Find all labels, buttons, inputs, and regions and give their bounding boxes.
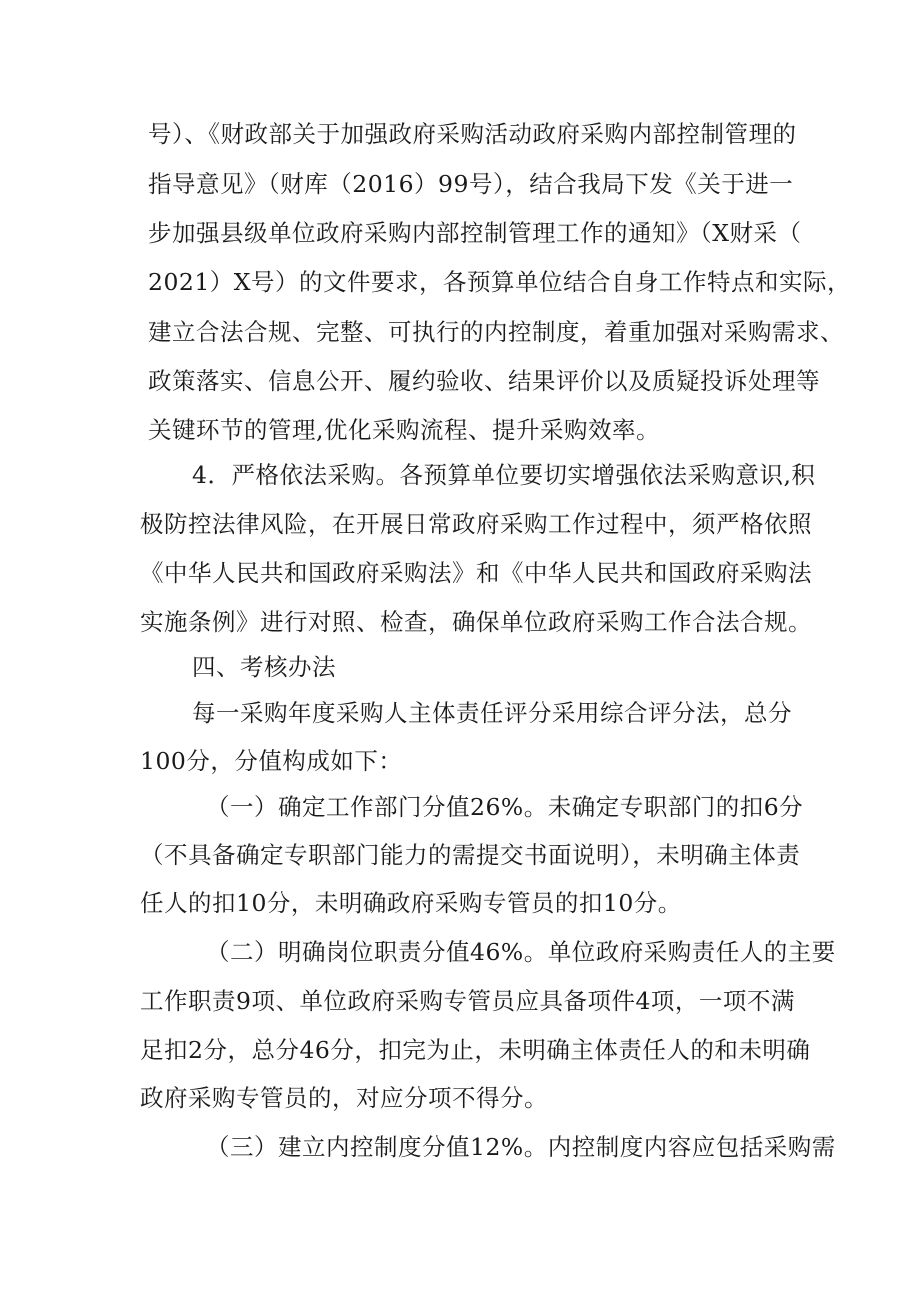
paragraph-line: 政策落实、信息公开、履约验收、结果评价以及质疑投诉处理等 [148,367,820,395]
paragraph-line: 工作职责9项、单位政府采购专管员应具备项件4项，一项不满 [140,987,795,1015]
paragraph-line: 关键环节的管理,优化采购流程、提升采购效率。 [148,416,660,444]
paragraph-line: 指导意见》（财库（2016）99号），结合我局下发《关于进一 [148,170,794,198]
paragraph-line: 政府采购专管员的，对应分项不得分。 [140,1084,548,1112]
paragraph-line: 4．严格依法采购。各预算单位要切实增强依法采购意识,积 [192,461,816,489]
paragraph-line: 步加强县级单位政府采购内部控制管理工作的通知》（X财采（ [148,219,802,247]
paragraph-line: 建立合法合规、完整、可执行的内控制度，着重加强对采购需求、 [148,318,844,346]
paragraph-line: 极防控法律风险，在开展日常政府采购工作过程中，须严格依照 [140,510,812,538]
paragraph-line: （二）明确岗位职责分值46%。单位政府采购责任人的主要 [206,938,836,966]
paragraph-line: （三）建立内控制度分值12%。内控制度内容应包括采购需 [206,1133,836,1161]
paragraph-line: 任人的扣10分，未明确政府采购专管员的扣10分。 [140,889,682,917]
paragraph-line: 100分，分值构成如下： [140,747,403,775]
paragraph-line: 2021）X号）的文件要求，各预算单位结合自身工作特点和实际， [148,268,852,296]
paragraph-line: （不具备确定专职部门能力的需提交书面说明），未明确主体责 [140,841,801,869]
paragraph-line: （一）确定工作部门分值26%。未确定专职部门的扣6分 [206,793,804,821]
paragraph-line: 每一采购年度采购人主体责任评分采用综合评分法，总分 [192,699,792,727]
section-heading: 四、考核办法 [192,653,336,681]
paragraph-line: 《中华人民共和国政府采购法》和《中华人民共和国政府采购法 [140,559,812,587]
paragraph-line: 号）、《财政部关于加强政府采购活动政府采购内部控制管理的 [148,120,797,148]
paragraph-line: 足扣2分，总分46分，扣完为止，未明确主体责任人的和未明确 [140,1036,811,1064]
paragraph-line: 实施条例》进行对照、检查，确保单位政府采购工作合法合规。 [140,608,812,636]
